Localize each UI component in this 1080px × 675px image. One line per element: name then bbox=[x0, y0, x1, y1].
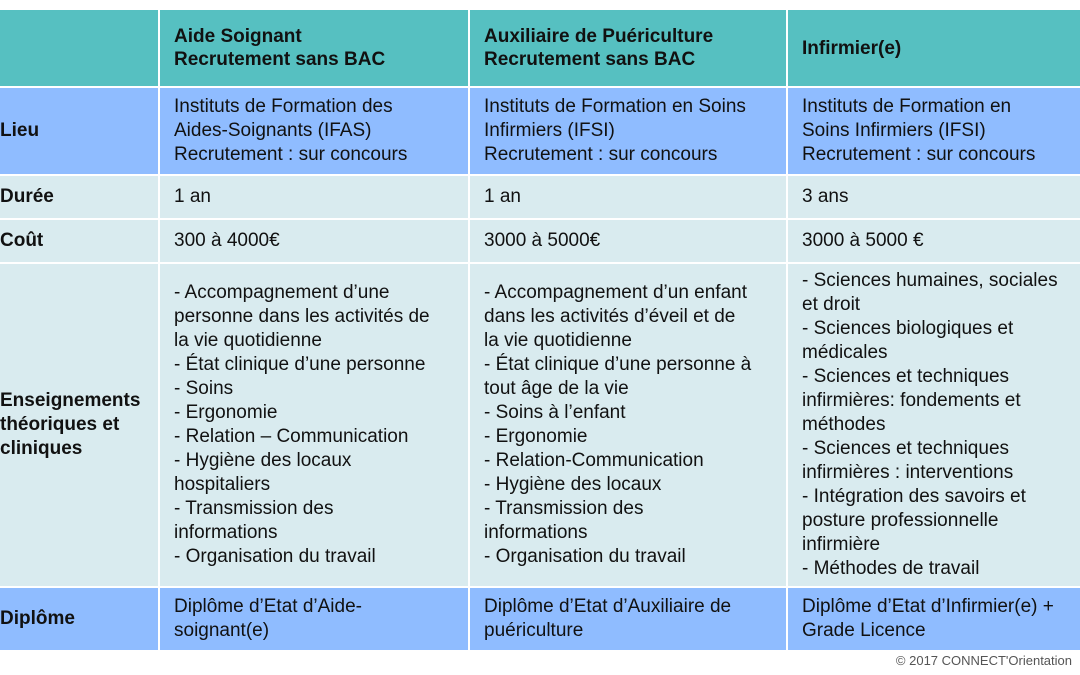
header-aide-soignant: Aide Soignant Recrutement sans BAC bbox=[160, 10, 468, 86]
copyright-footer: © 2017 CONNECT'Orientation bbox=[895, 653, 1072, 668]
cell-duree-aide-soignant: 1 an bbox=[160, 176, 468, 218]
cell-lieu-infirmier: Instituts de Formation en Soins Infirmiers (IFSI) Recrutement : sur concours bbox=[788, 88, 1080, 174]
cell-cout-auxiliaire: 3000 à 5000€ bbox=[470, 220, 786, 262]
header-corner bbox=[0, 10, 158, 86]
cell-duree-infirmier: 3 ans bbox=[788, 176, 1080, 218]
cell-diplome-aide-soignant: Diplôme d’Etat d’Aide- soignant(e) bbox=[160, 588, 468, 650]
cell-diplome-auxiliaire: Diplôme d’Etat d’Auxiliaire de puériculture bbox=[470, 588, 786, 650]
header-auxiliaire-puericulture: Auxiliaire de Puériculture Recrutement sans BAC bbox=[470, 10, 786, 86]
cell-enseignements-infirmier: - Sciences humaines, sociales et droit - Sciences biologiques et médicales - Sciences et techniques infirmières: fondements et méthodes - Sciences et techniques infirmières : interventions - Intégration des savoirs et posture professionnelle infirmière - Méthodes de travail bbox=[788, 264, 1080, 586]
header-infirmier: Infirmier(e) bbox=[788, 10, 1080, 86]
cell-diplome-infirmier: Diplôme d’Etat d’Infirmier(e) + Grade Licence bbox=[788, 588, 1080, 650]
cell-duree-auxiliaire: 1 an bbox=[470, 176, 786, 218]
cell-lieu-auxiliaire: Instituts de Formation en Soins Infirmiers (IFSI) Recrutement : sur concours bbox=[470, 88, 786, 174]
row-label-lieu: Lieu bbox=[0, 88, 158, 174]
cell-cout-infirmier: 3000 à 5000 € bbox=[788, 220, 1080, 262]
cell-lieu-aide-soignant: Instituts de Formation des Aides-Soignants (IFAS) Recrutement : sur concours bbox=[160, 88, 468, 174]
cell-enseignements-aide-soignant: - Accompagnement d’une personne dans les activités de la vie quotidienne - État clinique d’une personne - Soins - Ergonomie - Relation – Communication - Hygiène des locaux hospitaliers - Transmission des informations - Organisation du travail bbox=[160, 264, 468, 586]
row-label-enseignements: Enseignements théoriques et cliniques bbox=[0, 264, 158, 586]
cell-enseignements-auxiliaire: - Accompagnement d’un enfant dans les activités d’éveil et de la vie quotidienne - État clinique d’une personne à tout âge de la vie - Soins à l’enfant - Ergonomie - Relation-Communication - Hygiène des locaux - Transmission des informations - Organisation du travail bbox=[470, 264, 786, 586]
row-label-duree: Durée bbox=[0, 176, 158, 218]
cell-cout-aide-soignant: 300 à 4000€ bbox=[160, 220, 468, 262]
row-label-diplome: Diplôme bbox=[0, 588, 158, 650]
row-label-cout: Coût bbox=[0, 220, 158, 262]
